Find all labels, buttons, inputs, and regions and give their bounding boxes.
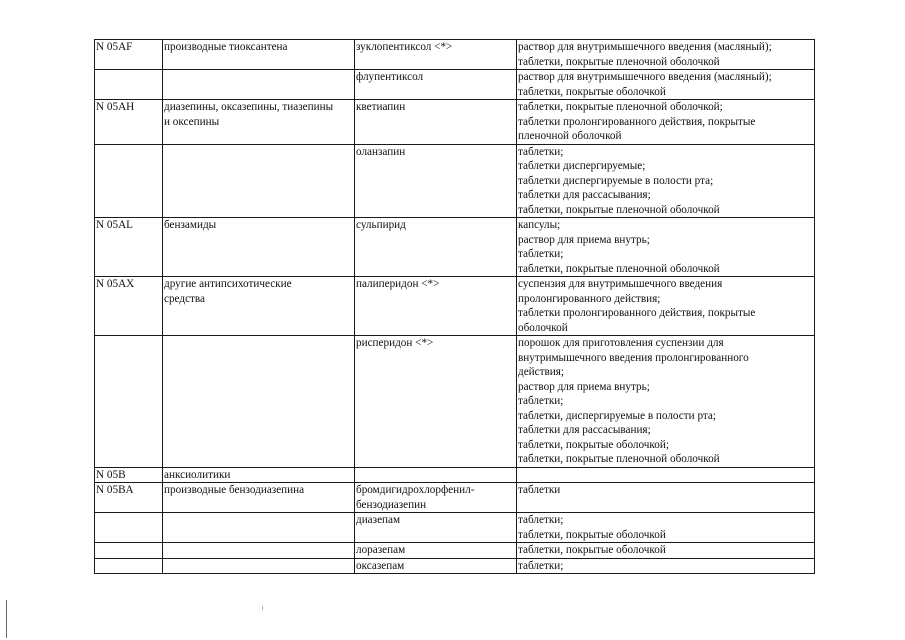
dosage-form-cell (517, 144, 815, 218)
group-name-cell (163, 558, 355, 574)
drug-name-cell: рисперидон <*> (355, 336, 517, 468)
dosage-form-cell (517, 218, 815, 277)
dosage-form-item: раствор для внутримышечного введения (масляный); (518, 71, 772, 83)
group-name-cell: производные тиоксантена (163, 40, 355, 70)
drug-name-cell: кветиапин (355, 100, 517, 145)
atc-code-cell: N 05AF (95, 40, 163, 70)
dosage-form-item: таблетки, покрытые оболочкой; (518, 438, 669, 451)
dosage-form-cell (517, 467, 815, 483)
dosage-form-item: таблетки; (518, 514, 564, 526)
atc-code-cell: N 05AL (95, 218, 163, 277)
table-row (95, 467, 815, 483)
dosage-form-item: раствор для внутримышечного введения (масляный); (518, 41, 772, 53)
dosage-form-item: порошок для приготовления суспензии для внутримышечного введения пролонгированного действия; (518, 337, 749, 378)
table-row (95, 218, 815, 277)
atc-code-cell: N 05AX (95, 277, 163, 336)
scan-edge-mark (6, 600, 7, 638)
dosage-form-item: таблетки, покрытые оболочкой (518, 528, 666, 541)
drug-table (94, 39, 815, 574)
dosage-form-cell (517, 483, 815, 513)
drug-name-cell: оланзапин (355, 144, 517, 218)
group-name-cell (163, 336, 355, 468)
group-name-cell: анксиолитики (163, 467, 355, 483)
dosage-form-cell (517, 513, 815, 543)
drug-table-body (95, 40, 815, 574)
table-row (95, 558, 815, 574)
dosage-form-cell (517, 336, 815, 468)
dosage-form-item: таблетки, покрытые оболочкой (518, 544, 666, 556)
drug-name-cell: флупентиксол (355, 70, 517, 100)
table-row (95, 100, 815, 145)
drug-name-cell: палиперидон <*> (355, 277, 517, 336)
group-name-cell (163, 513, 355, 543)
dosage-form-item: суспензия для внутримышечного введения пролонгированного действия; (518, 278, 723, 305)
dosage-form-item: таблетки, покрытые пленочной оболочкой (518, 55, 720, 68)
atc-code-cell (95, 543, 163, 559)
dosage-form-item: таблетки пролонгированного действия, покрытые пленочной оболочкой (518, 115, 756, 142)
table-row (95, 277, 815, 336)
dosage-form-item: таблетки для рассасывания; (518, 424, 651, 436)
dosage-form-item: таблетки; (518, 248, 564, 260)
dosage-form-item: таблетки (518, 484, 561, 496)
dosage-form-item: таблетки; (518, 145, 564, 158)
drug-name-cell: сульпирид (355, 218, 517, 277)
dosage-form-item: таблетки пролонгированного действия, покрытые оболочкой (518, 307, 756, 334)
atc-code-cell (95, 144, 163, 218)
dosage-form-cell (517, 558, 815, 574)
table-row (95, 70, 815, 100)
atc-code-cell (95, 70, 163, 100)
dosage-form-item: таблетки; (518, 395, 564, 407)
dosage-form-item: таблетки, покрытые пленочной оболочкой (518, 203, 720, 216)
table-row (95, 513, 815, 543)
dosage-form-item: таблетки диспергируемые; (518, 160, 646, 172)
drug-name-cell (355, 467, 517, 483)
dosage-form-item: таблетки; (518, 559, 564, 572)
group-name-cell: производные бензодиазепина (163, 483, 355, 513)
table-row (95, 483, 815, 513)
atc-code-cell: N 05AH (95, 100, 163, 145)
dosage-form-item: таблетки для рассасывания; (518, 189, 651, 201)
dosage-form-item: таблетки диспергируемые в полости рта; (518, 174, 714, 187)
drug-name-cell: лоразепам (355, 543, 517, 559)
dosage-form-item: раствор для приема внутрь; (518, 233, 650, 246)
table-row (95, 543, 815, 559)
table-row (95, 144, 815, 218)
dosage-form-item: капсулы; (518, 219, 561, 231)
drug-name-cell: зуклопентиксол <*> (355, 40, 517, 70)
drug-name-cell: оксазепам (355, 558, 517, 574)
drug-name-cell: бромдигидрохлорфенил- бензодиазепин (355, 483, 517, 513)
drug-name-cell: диазепам (355, 513, 517, 543)
table-row (95, 40, 815, 70)
dosage-form-item: таблетки, диспергируемые в полости рта; (518, 409, 716, 422)
dosage-form-item: раствор для приема внутрь; (518, 380, 650, 393)
table-row (95, 336, 815, 468)
dosage-form-item: таблетки, покрытые оболочкой (518, 85, 666, 98)
dosage-form-item: таблетки, покрытые пленочной оболочкой; (518, 101, 723, 113)
dosage-form-item: таблетки, покрытые пленочной оболочкой (518, 453, 720, 465)
group-name-cell: диазепины, оксазепины, тиазепины и оксепины (163, 100, 355, 145)
dosage-form-cell (517, 543, 815, 559)
group-name-cell (163, 144, 355, 218)
dosage-form-cell (517, 100, 815, 145)
dosage-form-item: таблетки, покрытые пленочной оболочкой (518, 262, 720, 275)
group-name-cell: другие антипсихотические средства (163, 277, 355, 336)
atc-code-cell (95, 558, 163, 574)
scan-dust-mark (262, 606, 263, 610)
group-name-cell (163, 70, 355, 100)
atc-code-cell (95, 336, 163, 468)
group-name-cell (163, 543, 355, 559)
dosage-form-cell (517, 70, 815, 100)
dosage-form-cell (517, 277, 815, 336)
group-name-cell: бензамиды (163, 218, 355, 277)
dosage-form-cell (517, 40, 815, 70)
atc-code-cell: N 05B (95, 467, 163, 483)
atc-code-cell: N 05BA (95, 483, 163, 513)
atc-code-cell (95, 513, 163, 543)
